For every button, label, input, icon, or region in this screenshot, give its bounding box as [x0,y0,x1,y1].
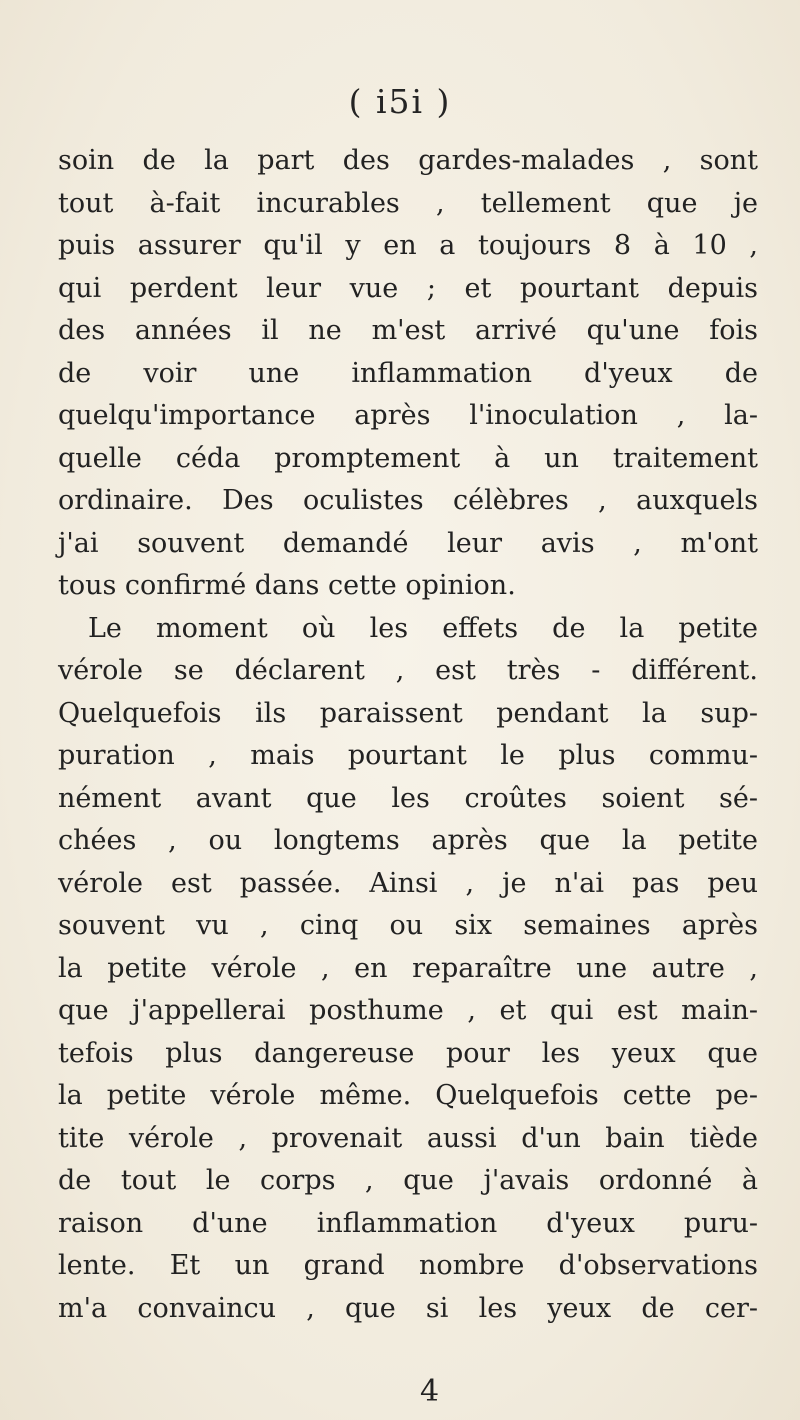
text-line: Le moment où les effets de la petite [88,612,758,644]
text-line: puis assurer qu'il y en a toujours 8 à 10 , [58,230,758,261]
text-line: m'a convaincu , que si les yeux de cer- [58,1292,758,1324]
text-line: que j'appellerai posthume , et qui est main- [58,995,758,1026]
text-line: quelle céda promptement à un traitement [58,442,758,474]
text-line: j'ai souvent demandé leur avis , m'ont [58,527,758,559]
text-line: soin de la part des gardes-malades , sont [58,145,758,176]
text-line: puration , mais pourtant le plus commu- [58,740,758,771]
text-line: vérole se déclarent , est très - différent. [58,655,758,686]
text-line: la petite vérole même. Quelquefois cette pe- [58,1080,758,1111]
text-line: souvent vu , cinq ou six semaines après [58,910,758,941]
signature-mark: 4 [420,1374,440,1409]
text-line: raison d'une inflammation d'yeux puru- [58,1207,758,1239]
page-number-header: ( i5i ) [348,82,452,121]
text-line: tout à-fait incurables , tellement que je [58,187,758,219]
text-line: tite vérole , provenait aussi d'un bain tiède [58,1122,758,1154]
text-line: nément avant que les croûtes soient sé- [58,782,758,814]
text-line: tous confirmé dans cette opinion. [58,570,516,601]
text-line: ordinaire. Des oculistes célèbres , auxquels [58,485,758,516]
text-line: lente. Et un grand nombre d'observations [58,1250,758,1281]
text-line: la petite vérole , en reparaître une autre , [58,952,758,984]
text-line: des années il ne m'est arrivé qu'une fois [58,315,758,346]
text-line: de tout le corps , que j'avais ordonné à [58,1165,758,1196]
text-line: vérole est passée. Ainsi , je n'ai pas peu [58,867,758,899]
text-line: Quelquefois ils paraissent pendant la sup- [58,697,758,729]
text-line: quelqu'importance après l'inoculation , la- [58,400,758,431]
text-line: qui perdent leur vue ; et pourtant depuis [58,272,758,304]
body-text [58,140,758,1330]
text-line: tefois plus dangereuse pour les yeux que [58,1037,758,1069]
text-line: de voir une inflammation d'yeux de [58,357,758,389]
text-line: chées , ou longtems après que la petite [58,825,758,856]
